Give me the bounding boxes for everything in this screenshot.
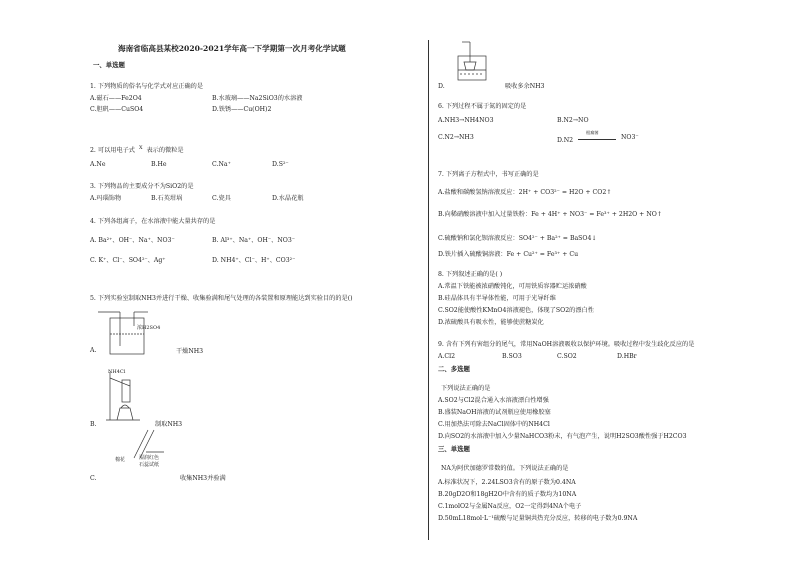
question-1-option-d[interactable]: D.铁锈——Cu(OH)2: [212, 106, 272, 113]
absorption-beaker-diagram: [456, 40, 506, 84]
question-7-option-d[interactable]: D.铁片插入硫酸铜溶液：Fe + Cu²⁺ = Fe³⁺ + Cu: [438, 251, 579, 258]
page-title: 海南省临高县某校2020-2021学年高一下学期第一次月考化学试题: [118, 44, 346, 53]
question-7-option-c[interactable]: C.硫酸钠和氯化钡溶液反应：SO4²⁻ + Ba²⁺ = BaSO4↓: [438, 235, 597, 242]
question-2-stem: [90, 146, 184, 154]
question-6-option-a[interactable]: A.NH3→NH4NO3: [438, 117, 494, 124]
question-3-option-a[interactable]: A.玛瑙饰物: [90, 195, 122, 202]
question-4-option-d[interactable]: D. NH4⁺、Cl⁻、H⁺、CO3²⁻: [212, 257, 296, 264]
question-6-option-d[interactable]: [557, 130, 639, 144]
question-3-option-c[interactable]: C.瓷具: [212, 195, 231, 202]
question-5-option-a-label[interactable]: A.: [90, 347, 97, 354]
label-moist-red: 湿润红色: [139, 455, 160, 461]
question-8-option-a[interactable]: A.常温下铁能被浓硝酸钝化，可用铁质容器贮运浓硝酸: [438, 283, 587, 290]
question-2-option-b[interactable]: B.He: [151, 161, 167, 168]
question-5-stem: 5. 下列实验室制取NH3并进行干燥、收集验满和尾气处理的各装置和原理能达到实验目的的是(): [90, 295, 353, 302]
question-10-option-c[interactable]: C.用加热法可除去NaCl固体中的NH4Cl: [438, 421, 550, 428]
question-1-option-c[interactable]: C.胆矾——CuSO4: [90, 106, 144, 113]
question-3-stem: 3. 下列物品的主要成分不为SiO2的是: [90, 183, 194, 190]
question-5-option-d-caption: 吸收多余NH3: [505, 83, 545, 90]
question-6-option-c[interactable]: C.N2→NH3: [438, 134, 474, 141]
question-8-stem: 8. 下列叙述正确的是( ): [438, 271, 503, 278]
label-cotton: 棉花: [115, 457, 126, 463]
question-5-option-b-label[interactable]: B.: [90, 421, 97, 428]
question-9-option-d[interactable]: D.HBr: [617, 353, 637, 360]
heating-apparatus-diagram: [100, 368, 145, 422]
gas-collection-tube-diagram: [120, 428, 170, 476]
question-8-option-c[interactable]: C.SO2能使酸性KMnO4溶液褪色，体现了SO2的漂白性: [438, 307, 594, 314]
question-2-stem-prefix: 2. 可以用电子式: [90, 147, 135, 154]
question-9-option-b[interactable]: B.SO3: [502, 353, 522, 360]
arrow-condition-label: 根瘤菌: [586, 130, 599, 135]
question-2-option-a[interactable]: A.Ne: [90, 161, 106, 168]
question-10-option-d[interactable]: D.向SO2的水溶液中加入少量NaHCO3粉末，有气泡产生，说明H2SO3酸性强于H2CO3: [438, 433, 687, 440]
question-7-option-b[interactable]: B.向稀硝酸溶液中加入过量铁粉：Fe + 4H⁺ + NO3⁻ = Fe³⁺ + 2H2O + NO↑: [438, 211, 663, 218]
question-8-option-b[interactable]: B.硅晶体具有半导体性能，可用于光导纤维: [438, 295, 556, 302]
question-9-option-c[interactable]: C.SO2: [557, 353, 577, 360]
question-1-option-b[interactable]: B.水玻璃——Na2SiO3的水溶液: [212, 95, 303, 102]
question-5-option-c-caption: 收集NH3并验满: [180, 475, 226, 482]
question-10-stem: 下列说法正确的是: [441, 385, 491, 392]
question-6-option-d-reactant: D.N2: [557, 137, 574, 144]
question-10-option-b[interactable]: B.盛装NaOH溶液的试剂瓶应使用橡胶塞: [438, 409, 551, 416]
question-6-option-d-product: NO3⁻: [621, 134, 639, 141]
reagent-label-nh4cl: NH4Cl: [108, 369, 126, 375]
question-5-option-d-label[interactable]: D.: [438, 83, 445, 90]
reagent-label-conc-h2so4: 浓H2SO4: [137, 325, 161, 331]
section-heading-single-choice-2: 三、单选题: [438, 445, 470, 453]
drying-bottle-diagram: [98, 306, 161, 356]
question-11-option-c[interactable]: C.1molO2与金属Na反应，O2一定得到4NA个电子: [438, 503, 582, 510]
label-litmus-paper: 石蕊试纸: [139, 462, 160, 468]
section-heading-multiple-choice: 二、多选题: [438, 365, 470, 373]
question-3-option-b[interactable]: B.石英坩埚: [151, 195, 183, 202]
question-7-option-a[interactable]: A.盐酸和碳酸氢钠溶液反应：2H⁺ + CO3²⁻ = H2O + CO2↑: [438, 189, 612, 196]
question-2-stem-suffix: 表示的微粒是: [146, 147, 184, 154]
question-5-option-b-caption: 制取NH3: [155, 421, 183, 428]
question-4-option-c[interactable]: C. K⁺、Cl⁻、SO4²⁻、Ag⁺: [90, 257, 166, 264]
question-2-option-d[interactable]: D.S²⁻: [272, 161, 289, 168]
question-11-option-d[interactable]: D.50mL18mol·L⁻¹硫酸与足量铜共热充分反应，转移的电子数为0.9NA: [438, 515, 638, 522]
question-6-option-b[interactable]: B.N2→NO: [557, 117, 589, 124]
question-8-option-d[interactable]: D.浓硫酸具有吸水性，能够使蔗糖炭化: [438, 319, 544, 326]
question-11-stem: NA为阿伏加德罗常数的值。下列说法正确的是: [441, 465, 569, 472]
electron-dot-symbol: X: [138, 145, 143, 151]
question-1-option-a[interactable]: A.磁石——Fe2O4: [90, 95, 142, 102]
question-9-option-a[interactable]: A.Cl2: [438, 353, 456, 360]
question-7-stem: 7. 下列离子方程式中，书写正确的是: [438, 171, 539, 178]
question-4-stem: 4. 下列各组离子，在水溶液中能大量共存的是: [90, 218, 216, 225]
question-10-option-a[interactable]: A.SO2与Cl2混合通入水溶液漂白性增强: [438, 397, 549, 404]
question-11-option-a[interactable]: A.标准状况下，2.24LSO3含有的原子数为0.4NA: [438, 479, 576, 486]
question-1-stem: 1. 下列物质的俗名与化学式对应正确的是: [90, 83, 204, 90]
arrow-shaft: [578, 139, 616, 140]
reaction-arrow: [578, 130, 616, 142]
question-9-stem: 9. 含有下列有害组分的尾气，常用NaOH溶液吸收以保护环境。吸收过程中发生歧化反应的是: [438, 341, 695, 348]
question-11-option-b[interactable]: B.20gD2O和18gH2O中含有的质子数均为10NA: [438, 491, 577, 498]
question-5-option-c-label[interactable]: C.: [90, 475, 97, 482]
question-2-option-c[interactable]: C.Na⁺: [212, 161, 231, 168]
question-3-option-d[interactable]: D.水晶花瓶: [272, 195, 304, 202]
question-5-option-a-caption: 干燥NH3: [176, 348, 204, 355]
question-4-option-b[interactable]: B. Al³⁺、Na⁺、OH⁻、NO3⁻: [212, 237, 296, 244]
question-6-stem: 6. 下列过程不属于氮的固定的是: [438, 103, 527, 110]
question-4-option-a[interactable]: A. Ba²⁺、OH⁻、Na⁺、NO3⁻: [90, 237, 175, 244]
column-divider: [428, 40, 429, 540]
section-heading-single-choice: 一、单选题: [93, 61, 125, 69]
